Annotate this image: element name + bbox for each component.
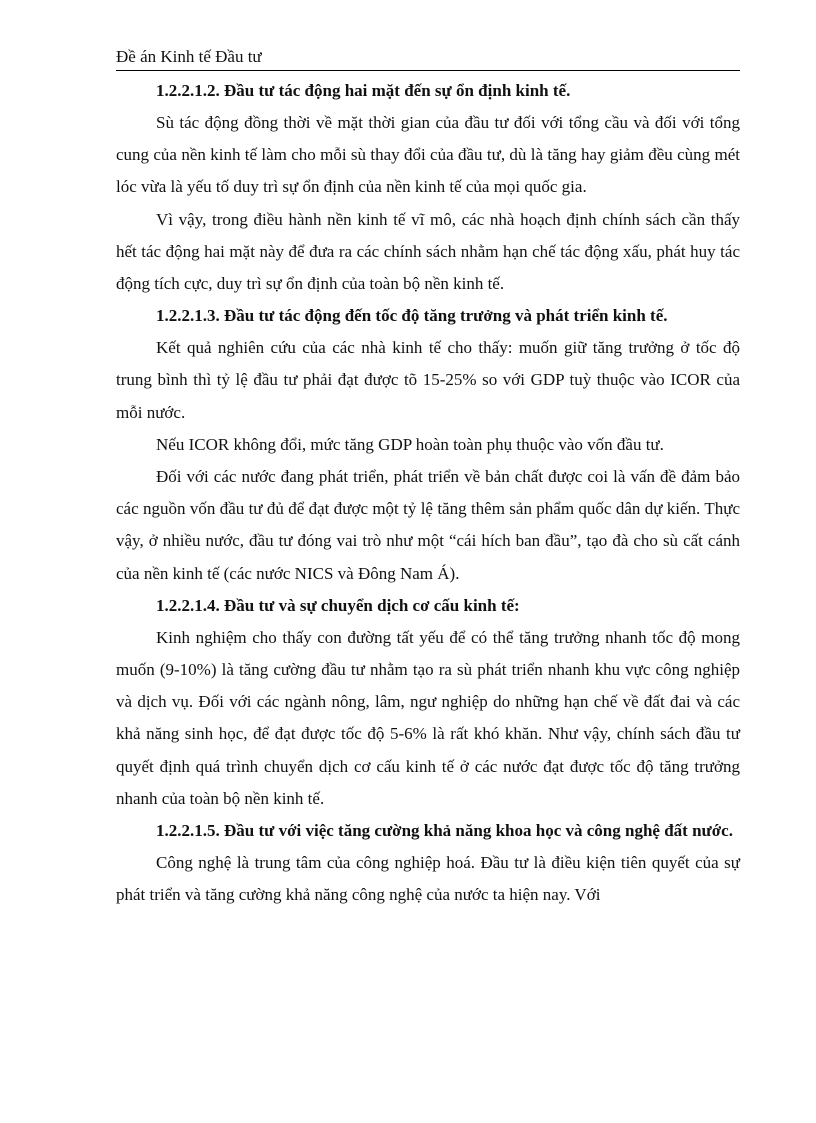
paragraph: Kết quả nghiên cứu của các nhà kinh tế cho thấy: muốn giữ tăng trưởng ở tốc độ trung bình thì tỷ lệ đầu tư phải đạt được tõ 15-25% so với GDP tuỳ thuộc vào ICOR của mỗi nước.: [116, 338, 740, 422]
section-heading: 1.2.2.1.4. Đầu tư và sự chuyển dịch cơ cấu kinh tế:: [156, 595, 520, 615]
section-heading: 1.2.2.1.3. Đầu tư tác động đến tốc độ tăng trưởng và phát triển kinh tế.: [156, 306, 668, 326]
document-page: [116, 44, 740, 911]
section-heading: 1.2.2.1.5. Đầu tư với việc tăng cường khả năng khoa học và công nghệ đất nước.: [156, 821, 733, 841]
running-header: Đề án Kinh tế Đầu tư: [116, 44, 740, 71]
paragraph: Công nghệ là trung tâm của công nghiệp hoá. Đầu tư là điều kiện tiên quyết của sự phát triển và tăng cường khả năng công nghệ của nước ta hiện nay. Với: [116, 853, 740, 905]
paragraph: Nếu ICOR không đổi, mức tăng GDP hoàn toàn phụ thuộc vào vốn đầu tư.: [156, 434, 664, 454]
section-heading: 1.2.2.1.2. Đầu tư tác động hai mặt đến sự ổn định kinh tế.: [156, 81, 571, 100]
paragraph: Kinh nghiệm cho thấy con đường tất yếu để có thể tăng trưởng nhanh tốc độ mong muốn (9-10%) là tăng cường đầu tư nhằm tạo ra sù phát triển nhanh khu vực công nghiệp và dịch vụ. Đối với các ngành nông, lâm, ngư nghiệp do những hạn chế về đất đai và các khả năng sinh học, để đạt được tốc độ 5-6% là rất khó khăn. Như vậy, chính sách đầu tư quyết định quá trình chuyển dịch cơ cấu kinh tế ở các nước đạt được tốc độ tăng trưởng nhanh của toàn bộ nền kinh tế.: [116, 627, 740, 808]
paragraph: Vì vậy, trong điều hành nền kinh tế vĩ mô, các nhà hoạch định chính sách cần thấy hết tác động hai mặt này để đưa ra các chính sách nhằm hạn chế tác động xấu, phát huy tác động tích cực, duy trì sự ổn định của toàn bộ nền kinh tế.: [116, 209, 740, 294]
paragraph: Đối với các nước đang phát triển, phát triển về bản chất được coi là vấn đề đảm bảo các nguồn vốn đầu tư đủ để đạt được một tỷ lệ tăng thêm sản phẩm quốc dân dự kiến. Thực vậy, ở nhiều nước, đầu tư đóng vai trò như một “cái hích ban đầu”, tạo đà cho sù cất cánh của nền kinh tế (các nước NICS và Đông Nam Á).: [116, 467, 740, 583]
paragraph: Sù tác động đồng thời về mặt thời gian của đầu tư đối với tổng cầu và đối với tổng cung của nền kinh tế làm cho mỗi sù thay đổi của đầu tư, dù là tăng hay giảm đều cùng mét lóc vừa là yếu tố duy trì sự ổn định của nền kinh tế của mọi quốc gia.: [116, 113, 740, 197]
document-body: [116, 75, 740, 911]
